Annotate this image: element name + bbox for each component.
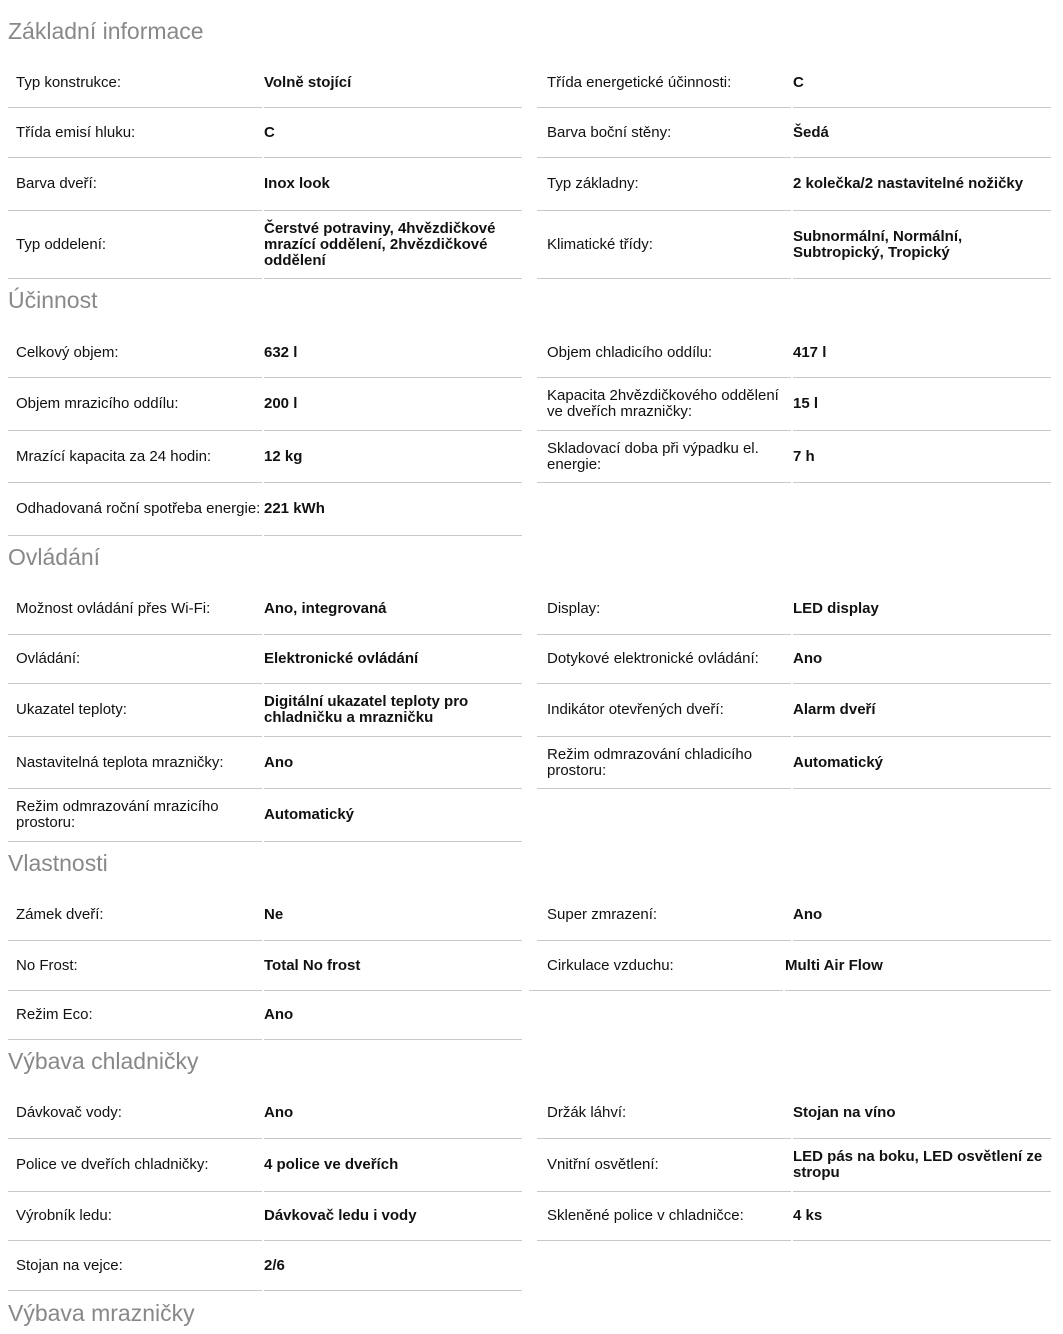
spec-value: C (793, 73, 804, 91)
spec-label: Vnitřní osvětlení: (547, 1156, 659, 1173)
spec-value: Digitální ukazatel teploty pro chladničku a mrazničku (264, 693, 469, 726)
column-gap (262, 1088, 264, 1139)
spec-value: 4 ks (793, 1207, 823, 1224)
spec-row-odhadovana-rocni-spotreba-energie (8, 483, 522, 536)
spec-row-display (537, 584, 1051, 635)
spec-row-police-ve-dverich-chladnicky (8, 1139, 522, 1192)
spec-row-objem-mraziciho-oddilu (8, 378, 522, 431)
section-title-ucinnost: Účinnost (8, 287, 98, 313)
spec-row-rezim-odmrazovani-mraziciho-prostoru (8, 789, 522, 842)
spec-label: Super zmrazení: (547, 906, 658, 923)
spec-value: 200 l (264, 395, 298, 412)
section-title-vlastnosti: Vlastnosti (8, 850, 108, 876)
spec-label: Barva boční stěny: (547, 123, 672, 141)
spec-value: LED display (793, 600, 879, 617)
column-gap (262, 108, 264, 158)
spec-row-vnitrni-osvetleni (537, 1139, 1051, 1192)
section-title-zakladni-informace: Základní informace (8, 18, 204, 44)
spec-value: Inox look (264, 175, 330, 192)
spec-label: Stojan na vejce: (16, 1256, 123, 1274)
spec-row-rezim-eco (8, 991, 522, 1040)
spec-row-vyrobnik-ledu (8, 1192, 522, 1241)
column-gap (791, 108, 793, 158)
spec-label: Indikátor otevřených dveří: (547, 701, 724, 718)
spec-label: Zámek dveří: (16, 906, 104, 923)
column-gap (262, 328, 264, 378)
spec-value: Alarm dveří (793, 701, 876, 718)
spec-label: Celkový objem: (16, 343, 119, 361)
spec-label: Typ základny: (547, 175, 639, 192)
spec-row-ukazatel-teploty (8, 684, 522, 737)
column-gap (791, 328, 793, 378)
column-gap (262, 635, 264, 684)
spec-label: Objem chladicího oddílu: (547, 343, 713, 361)
column-gap (262, 378, 264, 431)
spec-value: 221 kWh (264, 500, 325, 517)
spec-value: Ano (264, 753, 294, 771)
column-gap (262, 431, 264, 483)
spec-label: Režim odmrazování chladicího prostoru: (547, 745, 753, 779)
spec-label: Třída emisí hluku: (16, 123, 136, 141)
spec-row-typ-oddeleni (8, 211, 522, 279)
spec-row-barva-bocni-steny (537, 108, 1051, 158)
spec-label: Typ oddelení: (16, 235, 107, 253)
spec-value: Šedá (793, 123, 829, 141)
column-gap (791, 211, 793, 279)
column-gap (262, 58, 264, 108)
spec-row-mrazici-kapacita-za-24-hodin (8, 431, 522, 483)
column-gap (262, 1192, 264, 1241)
spec-label: Mrazící kapacita za 24 hodin: (16, 447, 212, 465)
spec-label: Odhadovaná roční spotřeba energie: (16, 500, 261, 517)
spec-row-trida-emisi-hluku (8, 108, 522, 158)
spec-label: No Frost: (16, 956, 78, 974)
spec-value: Multi Air Flow (785, 956, 883, 974)
spec-row-indikator-otevrenych-dveri (537, 684, 1051, 737)
spec-row-moznost-ovladani-pres-wi-fi (8, 584, 522, 635)
spec-value: Ano (793, 906, 823, 923)
column-gap (262, 684, 264, 737)
spec-label: Barva dveří: (16, 175, 97, 192)
column-gap (791, 1139, 793, 1192)
spec-label: Police ve dveřích chladničky: (16, 1156, 209, 1173)
spec-value: Dávkovač ledu i vody (264, 1207, 417, 1224)
spec-value: Automatický (264, 806, 355, 823)
column-gap (791, 378, 793, 431)
spec-value: Elektronické ovládání (264, 650, 419, 667)
spec-label: Klimatické třídy: (547, 235, 653, 253)
spec-row-stojan-na-vejce (8, 1241, 522, 1291)
column-gap (791, 158, 793, 211)
column-gap (262, 1241, 264, 1291)
spec-row-super-zmrazeni (537, 890, 1051, 941)
column-gap (262, 941, 264, 991)
column-gap (262, 737, 264, 789)
spec-label: Display: (547, 600, 601, 617)
spec-row-trida-energeticke-ucinnosti (537, 58, 1051, 108)
column-gap (262, 890, 264, 941)
spec-value: 2/6 (264, 1256, 285, 1274)
spec-label: Nastavitelná teplota mrazničky: (16, 753, 224, 771)
spec-value: Subnormální, Normální, Subtropický, Tropický (793, 227, 963, 261)
spec-label: Dotykové elektronické ovládání: (547, 650, 759, 667)
spec-row-no-frost (8, 941, 522, 991)
spec-value: 15 l (793, 395, 819, 412)
spec-row-skladovaci-doba-pri-vypadku-el-energie (537, 431, 1051, 483)
section-title-ovladani: Ovládání (8, 544, 101, 570)
spec-row-typ-zakladny (537, 158, 1051, 211)
spec-label: Režim odmrazování mrazicího prostoru: (16, 798, 219, 831)
column-gap (791, 737, 793, 789)
column-gap (262, 483, 264, 536)
spec-row-cirkulace-vzduchu (529, 941, 1051, 991)
spec-value: 12 kg (264, 447, 303, 465)
spec-value: Total No frost (264, 956, 361, 974)
column-gap (262, 584, 264, 635)
spec-value: 632 l (264, 343, 298, 361)
column-gap (791, 890, 793, 941)
spec-value: 7 h (793, 447, 815, 465)
spec-row-dotykove-elektronicke-ovladani (537, 635, 1051, 684)
spec-row-nastavitelna-teplota-mraznicky (8, 737, 522, 789)
section-title-vybava-mraznicky: Výbava mrazničky (8, 1300, 195, 1326)
column-gap (791, 1088, 793, 1139)
spec-label: Režim Eco: (16, 1006, 93, 1023)
spec-row-davkovac-vody (8, 1088, 522, 1139)
spec-row-typ-konstrukce (8, 58, 522, 108)
spec-value: Ano (264, 1104, 294, 1121)
spec-label: Ukazatel teploty: (16, 701, 127, 718)
spec-row-celkovy-objem (8, 328, 522, 378)
column-gap (791, 635, 793, 684)
spec-label: Ovládání: (16, 650, 81, 667)
spec-label: Typ konstrukce: (16, 73, 122, 91)
spec-label: Kapacita 2hvězdičkového oddělení ve dveřích mrazničky: (547, 387, 779, 420)
spec-value: 417 l (793, 343, 827, 361)
spec-value: Automatický (793, 753, 884, 771)
column-gap (791, 584, 793, 635)
column-gap (791, 1192, 793, 1241)
spec-row-drzak-lahvi (537, 1088, 1051, 1139)
spec-row-ovladani (8, 635, 522, 684)
spec-value: Ano, integrovaná (264, 600, 387, 617)
spec-label: Cirkulace vzduchu: (547, 956, 674, 974)
spec-label: Třída energetické účinnosti: (547, 73, 732, 91)
column-gap (262, 158, 264, 211)
spec-value: Volně stojící (264, 73, 352, 91)
column-gap (262, 991, 264, 1040)
column-gap (262, 789, 264, 842)
spec-row-klimaticke-tridy (537, 211, 1051, 279)
spec-value: LED pás na boku, LED osvětlení ze stropu (793, 1148, 1043, 1181)
spec-value: Ne (264, 906, 284, 923)
spec-row-objem-chladiciho-oddilu (537, 328, 1051, 378)
spec-row-barva-dveri (8, 158, 522, 211)
spec-label: Výrobník ledu: (16, 1207, 112, 1224)
spec-row-kapacita-2hvezdickoveho-oddeleni-ve-dverich-mraznicky (537, 378, 1051, 431)
column-gap (783, 941, 785, 991)
column-gap (791, 431, 793, 483)
spec-value: Ano (264, 1006, 294, 1023)
spec-label: Objem mrazicího oddílu: (16, 395, 179, 412)
spec-label: Držák láhví: (547, 1104, 627, 1121)
section-title-vybava-chladnicky: Výbava chladničky (8, 1048, 199, 1074)
spec-value: Čerstvé potraviny, 4hvězdičkové mrazící oddělení, 2hvězdičkové oddělení (264, 219, 496, 269)
spec-row-zamek-dveri (8, 890, 522, 941)
spec-value: Stojan na víno (793, 1104, 896, 1121)
spec-label: Skleněné police v chladničce: (547, 1207, 744, 1224)
spec-label: Možnost ovládání přes Wi-Fi: (16, 600, 211, 617)
column-gap (791, 684, 793, 737)
spec-value: 2 kolečka/2 nastavitelné nožičky (793, 175, 1024, 192)
column-gap (791, 58, 793, 108)
spec-label: Dávkovač vody: (16, 1104, 122, 1121)
column-gap (262, 1139, 264, 1192)
column-gap (262, 211, 264, 279)
spec-row-rezim-odmrazovani-chladiciho-prostoru (537, 737, 1051, 789)
spec-row-sklenene-police-v-chladnicce (537, 1192, 1051, 1241)
spec-value: C (264, 123, 275, 141)
spec-value: Ano (793, 650, 823, 667)
spec-value: 4 police ve dveřích (264, 1156, 399, 1173)
spec-label: Skladovací doba při výpadku el. energie: (547, 439, 759, 473)
